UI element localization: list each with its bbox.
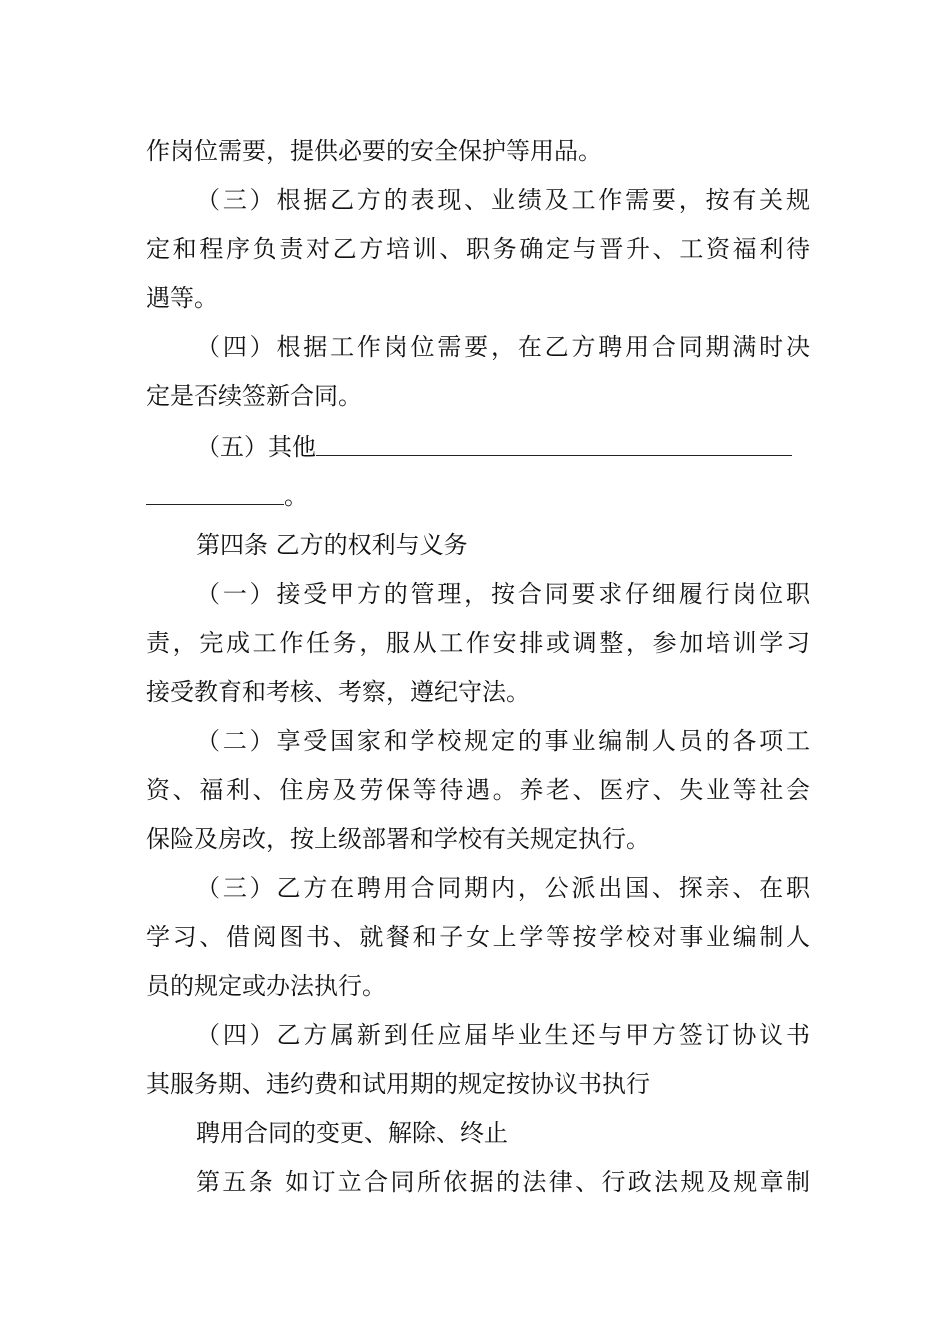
other-clause-continuation [146, 476, 308, 516]
paragraph-line: 学习、借阅图书、就餐和子女上学等按学校对事业编制人 [146, 923, 810, 951]
paragraph-line: 定是否续签新合同。 [146, 382, 362, 410]
fill-in-blank [316, 427, 792, 456]
paragraph-line: （三）根据乙方的表现、业绩及工作需要，按有关规 [196, 186, 810, 214]
other-clause-line [196, 427, 792, 467]
paragraph-line: （四）乙方属新到任应届毕业生还与甲方签订协议书 [196, 1021, 810, 1049]
article-heading-line: 第五条 如订立合同所依据的法律、行政法规及规章制 [196, 1168, 810, 1196]
paragraph-line: （一）接受甲方的管理，按合同要求仔细履行岗位职 [196, 580, 810, 608]
paragraph-line: 员的规定或办法执行。 [146, 972, 386, 1000]
paragraph-line: （三）乙方在聘用合同期内，公派出国、探亲、在职 [196, 874, 810, 902]
paragraph-line: （四）根据工作岗位需要，在乙方聘用合同期满时决 [196, 333, 810, 361]
paragraph-line: 接受教育和考核、考察，遵纪守法。 [146, 678, 530, 706]
article-heading: 第四条 乙方的权利与义务 [196, 531, 468, 559]
paragraph-line: 资、福利、住房及劳保等待遇。养老、医疗、失业等社会 [146, 776, 810, 804]
paragraph-line: （二）享受国家和学校规定的事业编制人员的各项工 [196, 727, 810, 755]
section-heading: 聘用合同的变更、解除、终止 [196, 1119, 508, 1147]
fill-in-blank [146, 476, 284, 505]
period-mark: 。 [284, 482, 308, 510]
other-clause-label: （五）其他 [196, 433, 316, 461]
paragraph-line: 作岗位需要，提供必要的安全保护等用品。 [146, 137, 602, 165]
paragraph-line: 保险及房改，按上级部署和学校有关规定执行。 [146, 825, 650, 853]
paragraph-line: 遇等。 [146, 284, 218, 312]
paragraph-line: 责，完成工作任务，服从工作安排或调整，参加培训学习 [146, 629, 810, 657]
paragraph-line: 定和程序负责对乙方培训、职务确定与晋升、工资福利待 [146, 235, 810, 263]
paragraph-line: 其服务期、违约费和试用期的规定按协议书执行 [146, 1070, 650, 1098]
